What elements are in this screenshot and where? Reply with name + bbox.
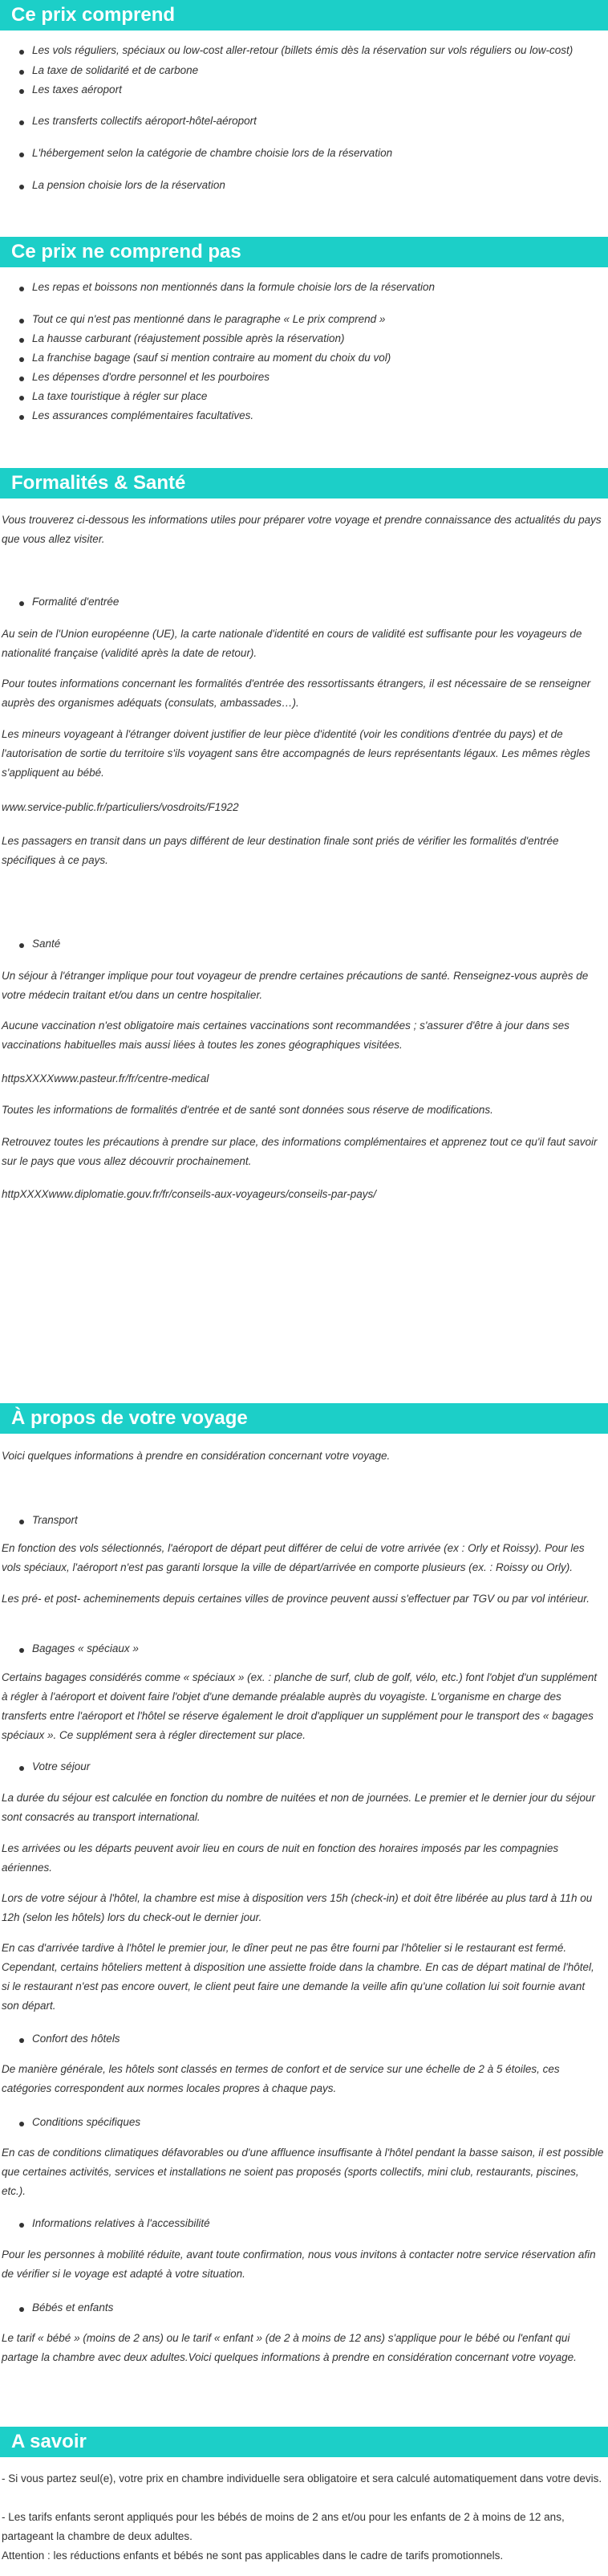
paragraph: Attention : les réductions enfants et bébés ne sont pas applicables dans le cadre de tarifs promotionnels.: [2, 2550, 504, 2562]
list-item: L'hébergement selon la catégorie de chambre choisie lors de la réservation: [32, 147, 393, 159]
paragraph: Au sein de l'Union européenne (UE), la carte nationale d'identité en cours de validité est suffisante pour les voyageurs de nationalité française (validité après la date de retour).: [2, 628, 582, 659]
paragraph: Les passagers en transit dans un pays différent de leur destination finale sont priés de vérifier les formalités d'entrée spécifiques à ce pays.: [2, 835, 559, 866]
list-item: La franchise bagage (sauf si mention contraire au moment du choix du vol): [32, 352, 391, 364]
list-item: Les dépenses d'ordre personnel et les pourboires: [32, 371, 270, 383]
paragraph: De manière générale, les hôtels sont classés en termes de confort et de service sur une échelle de 2 à 5 étoiles, ces catégories correspondent aux normes locales propres à chaque pays.: [2, 2063, 560, 2094]
paragraph: En cas de conditions climatiques défavorables ou d'une affluence insuffisante à l'hôtel pendant la basse saison, il est possible que certaines activités, services et installations ne soient pas proposés (sports collectifs, mini club, restaurants, piscines, etc.).: [2, 2147, 604, 2197]
paragraph: En cas d'arrivée tardive à l'hôtel le premier jour, le dîner peut ne pas être fourni par l'hôtelier si le restaurant est fermé. Cependant, certains hôteliers mettent à disposition une assiette froide dans la chambre. En cas de départ matinal de l'hôtel, si le restaurant n'est pas encore ouvert, le client peut faire une demande la veille afin qu'une collation lui soit fournie avant son départ.: [2, 1942, 594, 2012]
paragraph: Pour les personnes à mobilité réduite, avant toute confirmation, nous vous invitons à contacter notre service réservation afin de vérifier si le voyage est adapté à votre situation.: [2, 2248, 596, 2280]
section-title-apropos: À propos de votre voyage: [0, 1403, 608, 1434]
paragraph: Le tarif « bébé » (moins de 2 ans) ou le tarif « enfant » (de 2 à moins de 12 ans) s'applique pour le bébé ou l'enfant qui partage la chambre avec deux adultes.Voici quelques informations à prendre en considération concernant votre voyage.: [2, 2332, 577, 2363]
list-item: Les assurances complémentaires facultatives.: [32, 409, 254, 421]
list-item: La hausse carburant (réajustement possible après la réservation): [32, 332, 345, 344]
paragraph: Toutes les informations de formalités d'entrée et de santé sont données sous réserve de modifications.: [2, 1104, 493, 1116]
list-item: La taxe de solidarité et de carbone: [32, 64, 199, 76]
paragraph: Les pré- et post- acheminements depuis certaines villes de province peuvent aussi s'effectuer par TGV ou par vol intérieur.: [2, 1593, 590, 1605]
paragraph: Les arrivées ou les départs peuvent avoir lieu en cours de nuit en fonction des horaires imposés par les compagnies aériennes.: [2, 1842, 559, 1874]
list-item: La taxe touristique à régler sur place: [32, 390, 208, 402]
section-title-a-savoir: A savoir: [0, 2427, 608, 2457]
subheading-accessibilite: Informations relatives à l'accessibilité: [32, 2217, 210, 2229]
link-service-public[interactable]: www.service-public.fr/particuliers/vosdroits/F1922: [2, 801, 239, 813]
subheading-conditions: Conditions spécifiques: [32, 2116, 141, 2128]
list-item: La pension choisie lors de la réservation: [32, 179, 225, 191]
subheading-bebes: Bébés et enfants: [32, 2301, 114, 2314]
subheading-sejour: Votre séjour: [32, 1760, 91, 1772]
paragraph: Les mineurs voyageant à l'étranger doivent justifier de leur pièce d'identité (voir les conditions d'entrée du pays) et de l'autorisation de sortie du territoire s'ils voyagent sans être accompagnés de leurs représentants légaux. Les mêmes règles s'appliquent au bébé.: [2, 728, 590, 779]
subheading-transport: Transport: [32, 1514, 78, 1526]
paragraph: Retrouvez toutes les précautions à prendre sur place, des informations complémentaires et apprenez tout ce qu'il faut savoir sur le pays que vous allez découvrir prochainement.: [2, 1136, 598, 1167]
list-item: Tout ce qui n'est pas mentionné dans le paragraphe « Le prix comprend »: [32, 313, 386, 325]
apropos-intro: Voici quelques informations à prendre en considération concernant votre voyage.: [2, 1450, 391, 1462]
paragraph: - Si vous partez seul(e), votre prix en chambre individuelle sera obligatoire et sera calculé automatiquement dans votre devis.: [2, 2472, 602, 2484]
paragraph: Lors de votre séjour à l'hôtel, la chambre est mise à disposition vers 15h (check-in) et doit être libérée au plus tard à 11h ou 12h (selon les hôtels) lors du check-out le dernier jour.: [2, 1892, 593, 1923]
paragraph: La durée du séjour est calculée en fonction du nombre de nuitées et non de journées. Le premier et le dernier jour du séjour sont consacrés au transport international.: [2, 1792, 595, 1823]
subheading-sante: Santé: [32, 938, 61, 950]
link-pasteur[interactable]: httpsXXXXwww.pasteur.fr/fr/centre-medical: [2, 1072, 209, 1085]
section-title-prix-comprend: Ce prix comprend: [0, 0, 608, 31]
paragraph: Pour toutes informations concernant les formalités d'entrée des ressortissants étrangers, il est nécessaire de se renseigner auprès des organismes adéquats (consulats, ambassades…).: [2, 678, 591, 709]
list-item: Les repas et boissons non mentionnés dans la formule choisie lors de la réservation: [32, 281, 436, 293]
link-diplomatie[interactable]: httpXXXXwww.diplomatie.gouv.fr/fr/conseils-aux-voyageurs/conseils-par-pays/: [2, 1188, 376, 1200]
formalites-intro: Vous trouverez ci-dessous les informations utiles pour préparer votre voyage et prendre connaissance des actualités du pays que vous allez visiter.: [2, 514, 602, 545]
section-title-formalites: Formalités & Santé: [0, 468, 608, 499]
section-title-prix-ne-comprend: Ce prix ne comprend pas: [0, 237, 608, 267]
paragraph: Un séjour à l'étranger implique pour tout voyageur de prendre certaines précautions de santé. Renseignez-vous auprès de votre médecin traitant et/ou dans un centre hospitalier.: [2, 970, 589, 1001]
paragraph: En fonction des vols sélectionnés, l'aéroport de départ peut différer de celui de votre arrivée (ex : Orly et Roissy). Pour les vols spéciaux, l'aéroport n'est pas garanti lorsque la ville de départ/arrivée en comporte plusieurs (ex. : Roissy ou Orly).: [2, 1542, 585, 1573]
list-item: Les transferts collectifs aéroport-hôtel-aéroport: [32, 115, 257, 127]
list-item: Les taxes aéroport: [32, 83, 122, 96]
subheading-confort: Confort des hôtels: [32, 2033, 120, 2045]
paragraph: Certains bagages considérés comme « spéciaux » (ex. : planche de surf, club de golf, vélo, etc.) font l'objet d'un supplément à régler à l'aéroport et doivent faire l'objet d'une demande préalable auprès du voyagiste. L'organisme en charge des transferts entre l'aéroport et l'hôtel se réserve également le droit d'appliquer un supplément pour le transport des « bagages spéciaux ». Ce supplément sera à régler directement sur place.: [2, 1671, 598, 1741]
list-item: Les vols réguliers, spéciaux ou low-cost aller-retour (billets émis dès la réservation sur vols réguliers ou low-cost): [32, 44, 574, 56]
subheading-formalite-entree: Formalité d'entrée: [32, 596, 120, 608]
subheading-bagages: Bagages « spéciaux »: [32, 1642, 139, 1654]
paragraph: - Les tarifs enfants seront appliqués pour les bébés de moins de 2 ans et/ou pour les enfants de 2 à moins de 12 ans, partageant la chambre de deux adultes.: [2, 2511, 565, 2542]
paragraph: Aucune vaccination n'est obligatoire mais certaines vaccinations sont recommandées ; s'assurer d'être à jour dans ses vaccinations habituelles mais aussi liées à toutes les zones géographiques visitées.: [2, 1019, 569, 1051]
